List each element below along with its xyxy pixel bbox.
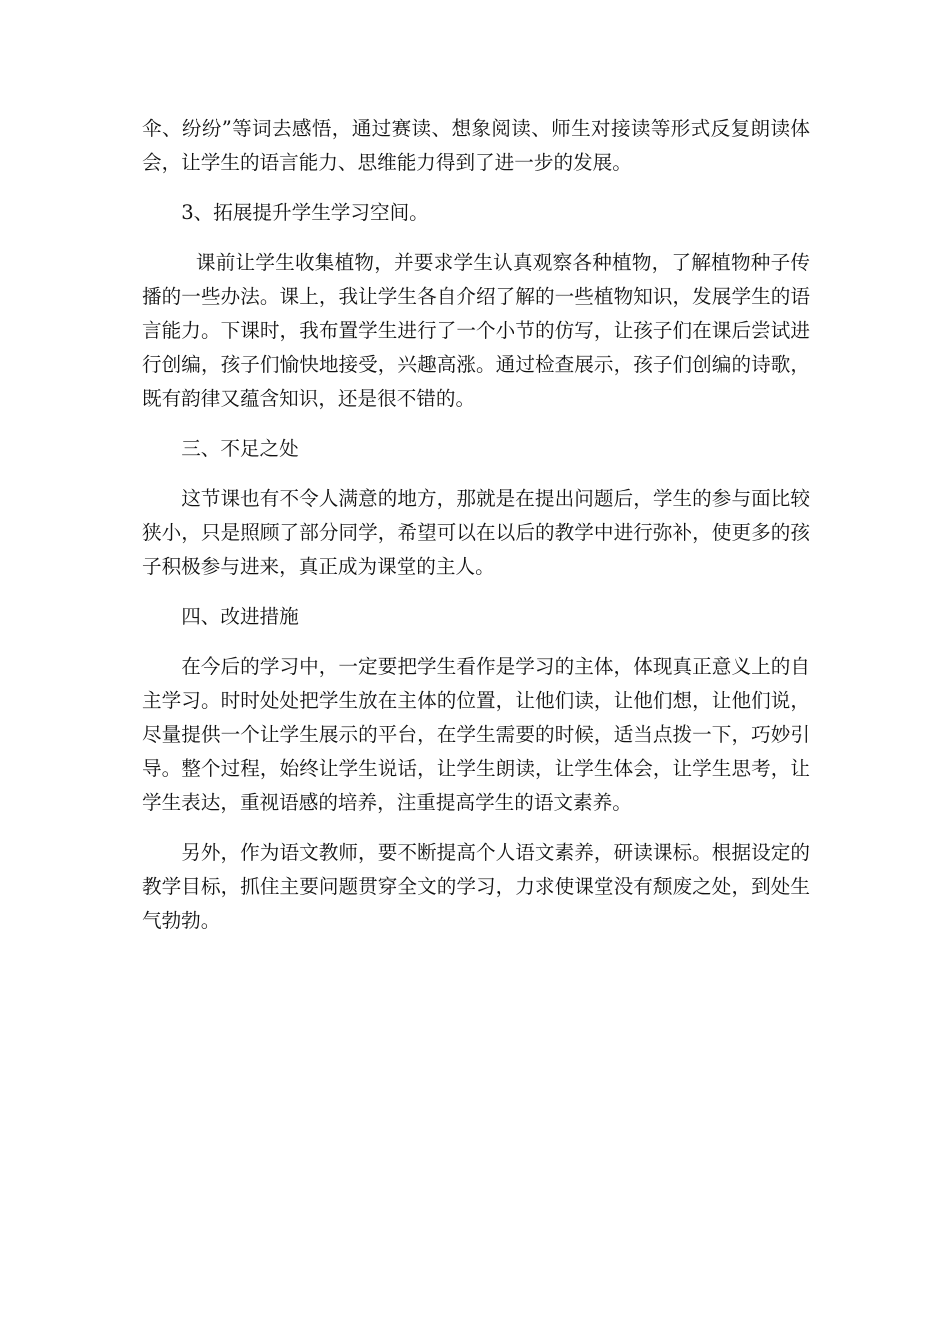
subheading-expand-learning-space: 3、拓展提升学生学习空间。 — [181, 201, 429, 224]
paragraph-gap — [142, 416, 810, 432]
section-heading-improvements: 四、改进措施 — [181, 605, 299, 628]
paragraph-continuation: 伞、纷纷”等词去感悟，通过赛读、想象阅读、师生对接读等形式反复朗读体会，让学生的语言能力、思维能力得到了进一步的发展。 — [142, 117, 810, 174]
document-body — [142, 112, 810, 938]
paragraph-gap — [142, 466, 810, 482]
paragraph-gap — [142, 634, 810, 650]
section-heading-shortcomings: 三、不足之处 — [181, 437, 299, 460]
paragraph-shortcomings: 这节课也有不令人满意的地方，那就是在提出问题后，学生的参与面比较狭小，只是照顾了部分同学，希望可以在以后的教学中进行弥补，使更多的孩子积极参与进来，真正成为课堂的主人。 — [142, 487, 810, 578]
paragraph-gap — [142, 820, 810, 836]
paragraph-gap — [142, 230, 810, 246]
paragraph-closing: 另外，作为语文教师，要不断提高个人语文素养，研读课标。根据设定的教学目标，抓住主要问题贯穿全文的学习，力求使课堂没有颓废之处，到处生气勃勃。 — [142, 841, 810, 932]
paragraph-gap — [142, 584, 810, 600]
paragraph-improvements: 在今后的学习中，一定要把学生看作是学习的主体，体现真正意义上的自主学习。时时处处把学生放在主体的位置，让他们读，让他们想，让他们说，尽量提供一个让学生展示的平台，在学生需要的时候，适当点拨一下，巧妙引导。整个过程，始终让学生说话，让学生朗读，让学生体会，让学生思考，让学生表达，重视语感的培养，注重提高学生的语文素养。 — [142, 655, 810, 814]
paragraph-gap — [142, 180, 810, 196]
paragraph-plant-collection: 课前让学生收集植物，并要求学生认真观察各种植物，了解植物种子传播的一些办法。课上，我让学生各自介绍了解的一些植物知识，发展学生的语言能力。下课时，我布置学生进行了一个小节的仿写，让孩子们在课后尝试进行创编，孩子们愉快地接受，兴趣高涨。通过检查展示，孩子们创编的诗歌，既有韵律又蕴含知识，还是很不错的。 — [142, 251, 810, 410]
